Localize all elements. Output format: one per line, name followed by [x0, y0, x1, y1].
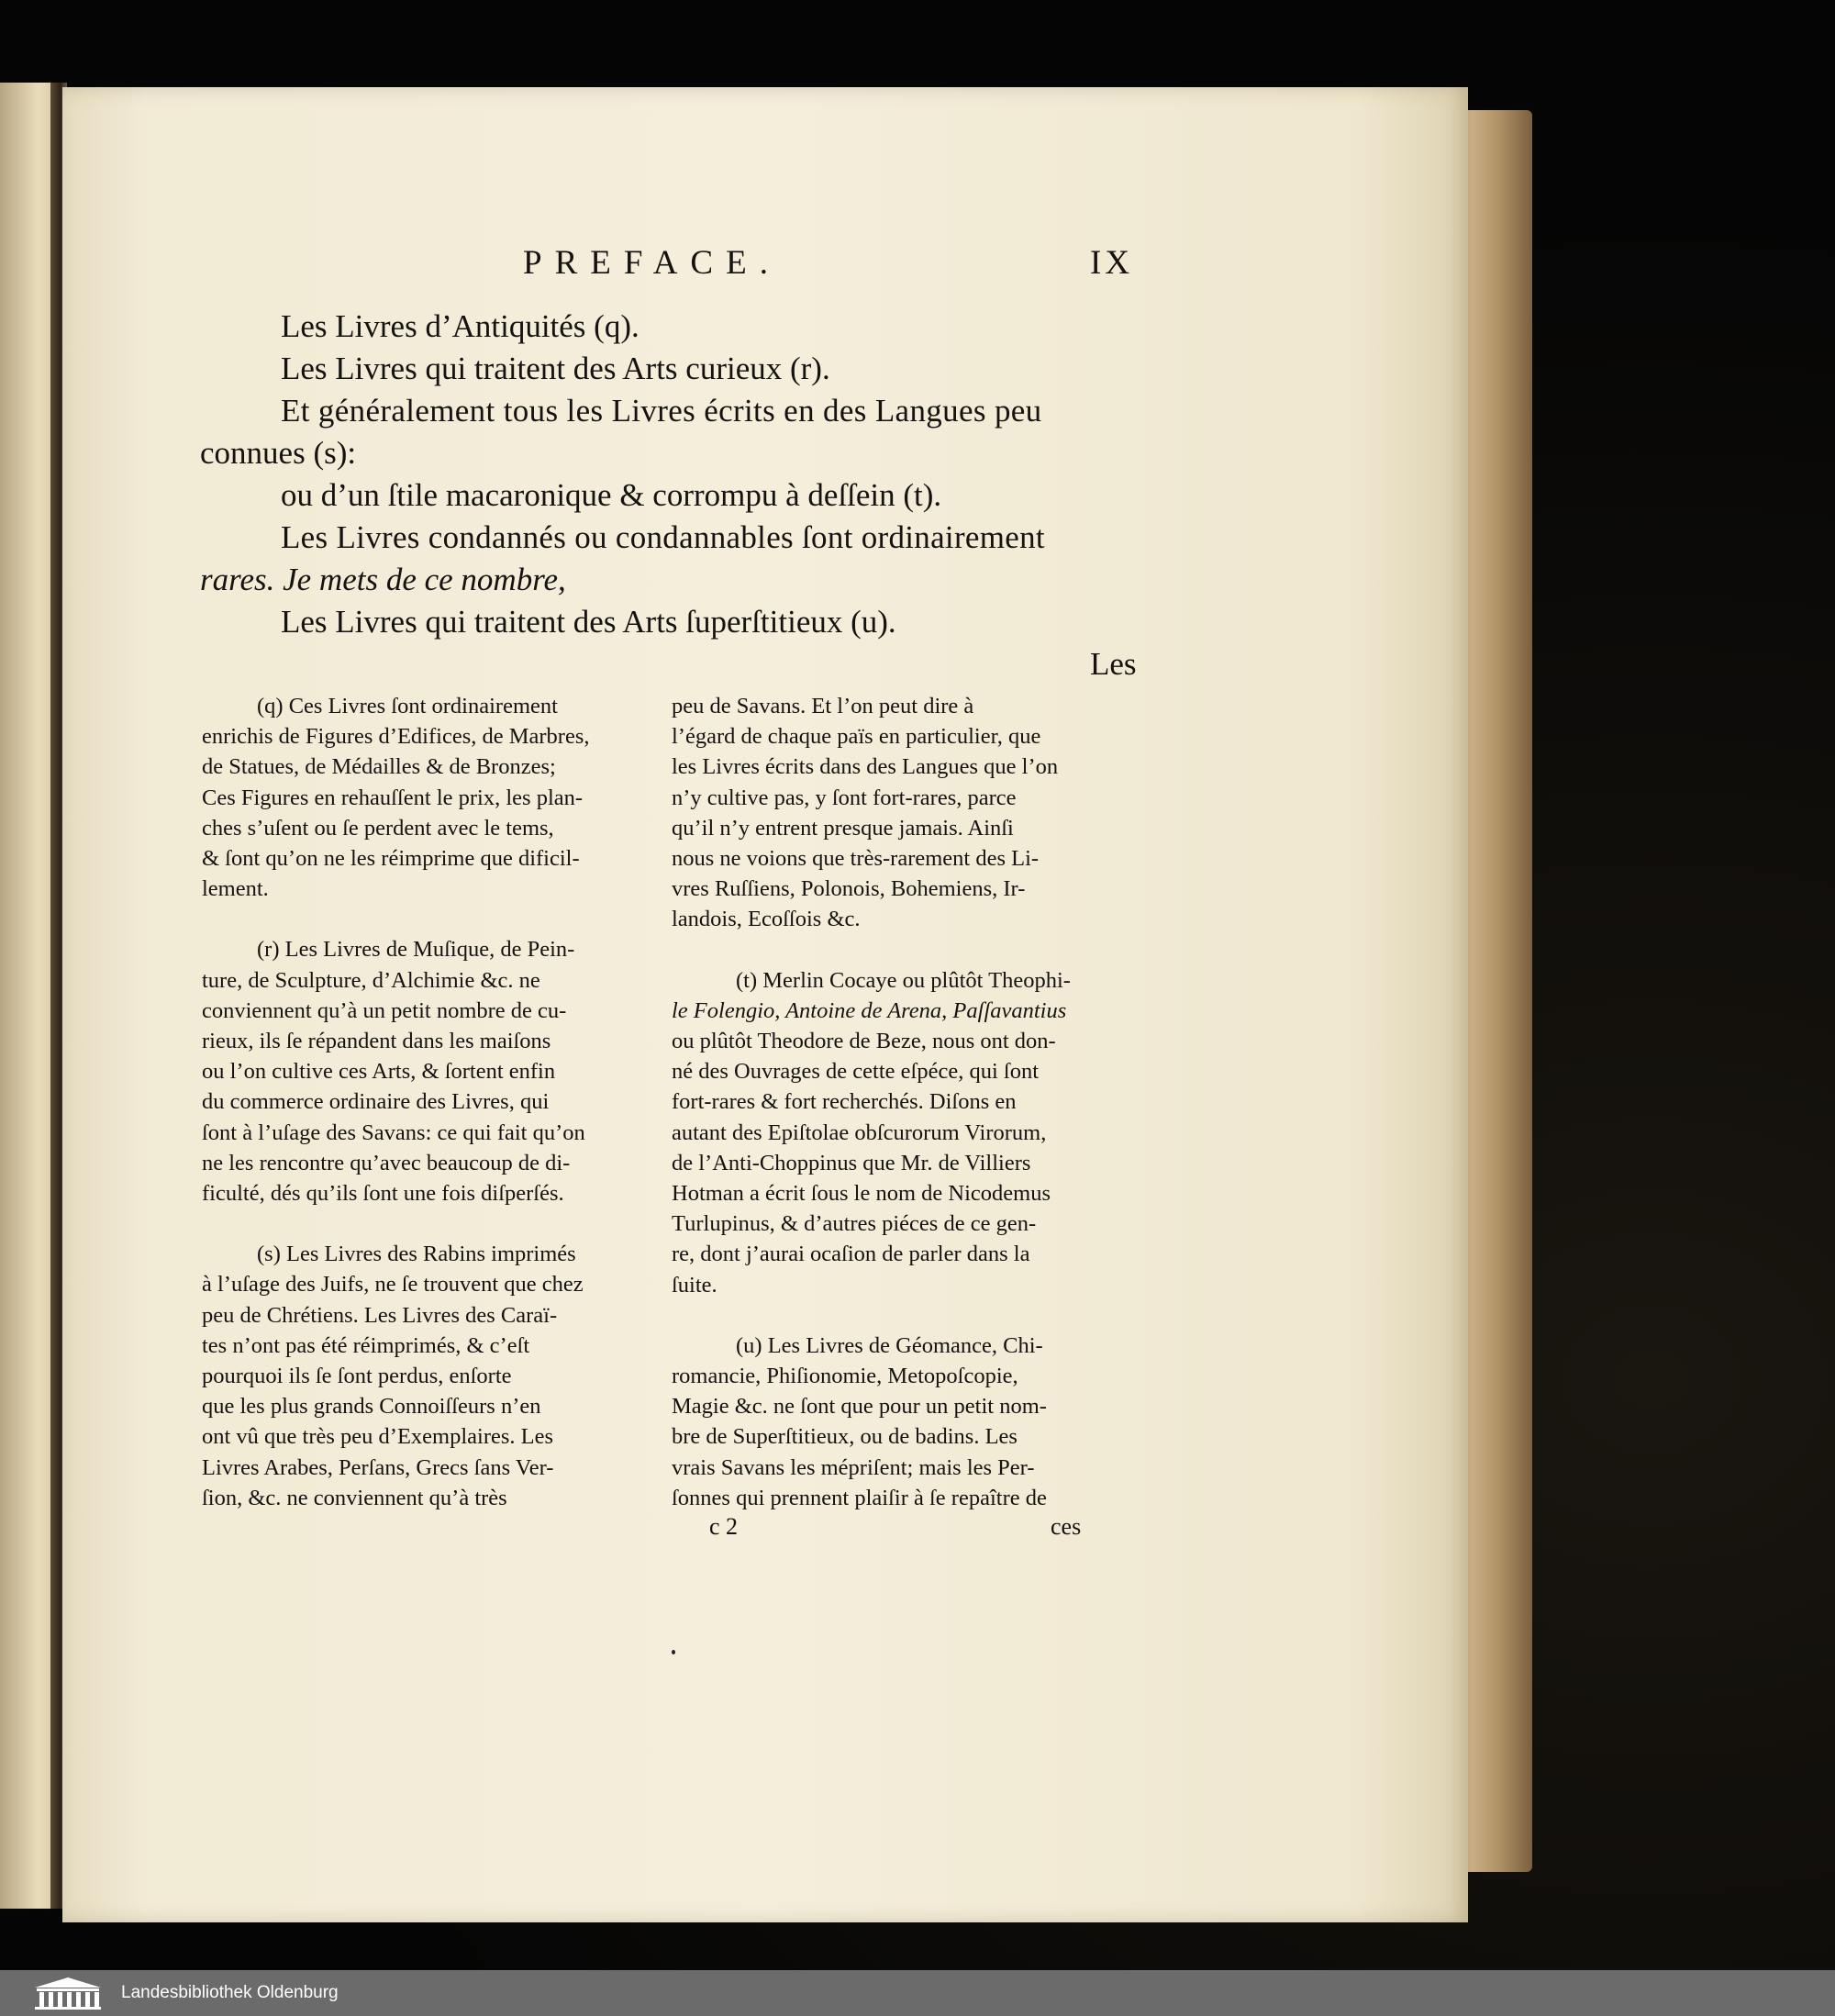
note-line: le Folengio, Antoine de Arena, Paſſavantius — [672, 997, 1067, 1023]
note-line: nous ne voions que très-rarement des Li- — [672, 846, 1040, 872]
note-line: peu de Chrétiens. Les Livres des Caraï- — [202, 1302, 558, 1328]
main-line: Les Livres qui traitent des Arts ſuperſtitieux (u). — [281, 604, 896, 640]
note-line: re, dont j’aurai ocaſion de parler dans la — [672, 1242, 1030, 1267]
note-line: l’égard de chaque païs en particulier, que — [672, 724, 1041, 750]
note-line: tes n’ont pas été réimprimés, & c’eſt — [202, 1332, 530, 1358]
note-line: qu’il n’y entrent presque jamais. Ainſi — [672, 815, 1014, 841]
footer-library-name: Landesbibliothek Oldenburg — [121, 1983, 339, 2002]
note-line: peu de Savans. Et l’on peut dire à — [672, 694, 974, 718]
note-line: ſuite. — [672, 1272, 717, 1298]
note-line: ou l’on cultive ces Arts, & ſortent enfin — [202, 1059, 556, 1085]
note-line: rieux, ils ſe répandent dans les maiſons — [202, 1029, 551, 1054]
note-line: (s) Les Livres des Rabins imprimés — [257, 1242, 576, 1267]
library-building-logo-icon — [31, 1975, 105, 2011]
note-line: Ces Figures en rehauſſent le prix, les plan- — [202, 785, 584, 810]
running-head: PREFACE. — [523, 244, 781, 282]
note-line: Livres Arabes, Perſans, Grecs ſans Ver- — [202, 1454, 554, 1480]
note-line: pourquoi ils ſe ſont perdus, enſorte — [202, 1364, 512, 1389]
note-line: que les plus grands Connoiſſeurs n’en — [202, 1394, 541, 1420]
note-line: de l’Anti-Choppinus que Mr. de Villiers — [672, 1150, 1031, 1175]
footnotes-left-column — [202, 691, 590, 1513]
note-line: à l’uſage des Juifs, ne ſe trouvent que chez — [202, 1272, 584, 1298]
note-line: enrichis de Figures d’Edifices, de Marbres, — [202, 724, 590, 750]
note-line: & ſont qu’on ne les réimprime que dificil- — [202, 846, 580, 872]
catchword: ces — [1051, 1513, 1082, 1540]
note-line: vrais Savans les mépriſent; mais les Per- — [672, 1454, 1035, 1480]
page-number: IX — [1090, 244, 1134, 282]
note-line: (u) Les Livres de Géomance, Chi- — [736, 1332, 1043, 1358]
note-line: ficulté, dés qu’ils ſont une fois diſperſés. — [202, 1181, 564, 1207]
note-line: Magie &c. ne ſont que pour un petit nom- — [672, 1394, 1047, 1420]
note-line: ſonnes qui prennent plaiſir à ſe repaître de — [672, 1485, 1047, 1510]
main-text — [200, 306, 1137, 685]
note-line: bre de Superſtitieux, ou de badins. Les — [672, 1424, 1018, 1450]
note-line: ches s’uſent ou ſe perdent avec le tems, — [202, 815, 554, 841]
footer-bar — [0, 1970, 1835, 2016]
ink-speck — [672, 1650, 675, 1654]
note-line: ſion, &c. ne conviennent qu’à très — [202, 1485, 507, 1510]
note-line: ou plûtôt Theodore de Beze, nous ont don- — [672, 1029, 1056, 1054]
note-line: Hotman a écrit ſous le nom de Nicodemus — [672, 1181, 1051, 1207]
note-line: les Livres écrits dans des Langues que l’on — [672, 754, 1059, 780]
note-gap — [202, 904, 590, 934]
note-line: (q) Ces Livres ſont ordinairement — [257, 694, 558, 718]
note-line: conviennent qu’à un petit nombre de cu- — [202, 997, 567, 1023]
note-line: du commerce ordinaire des Livres, qui — [202, 1089, 550, 1115]
note-line: ne les rencontre qu’avec beaucoup de di- — [202, 1150, 571, 1175]
main-line: Les Livres condannés ou condannables ſont ordinairement — [281, 519, 1045, 555]
note-line: lement. — [202, 876, 269, 902]
note-line: ſont à l’uſage des Savans: ce qui fait qu’on — [202, 1119, 585, 1145]
main-line: Les Livres qui traitent des Arts curieux (r). — [281, 351, 830, 386]
note-line: fort-rares & fort recherchés. Diſons en — [672, 1089, 1017, 1115]
main-line: ou d’un ſtile macaronique & corrompu à deſſein (t). — [281, 477, 942, 513]
note-line: vres Ruſſiens, Polonois, Bohemiens, Ir- — [672, 876, 1026, 902]
note-line: landois, Ecoſſois &c. — [672, 907, 861, 932]
main-line: Les Livres d’Antiquités (q). — [281, 308, 639, 344]
note-line: de Statues, de Médailles & de Bronzes; — [202, 754, 556, 780]
note-line: (t) Merlin Cocaye ou plûtôt Theophi- — [736, 967, 1071, 993]
signature-mark: c 2 — [709, 1513, 739, 1540]
catchword-main: Les — [1090, 646, 1137, 682]
main-line: rares. Je mets de ce nombre, — [200, 562, 566, 597]
main-line: connues (s): — [200, 435, 357, 471]
footnotes-right-column — [672, 691, 1071, 1513]
book-page — [62, 87, 1468, 1922]
main-line: Et généralement tous les Livres écrits en des Langues peu — [281, 393, 1042, 429]
note-line: né des Ouvrages de cette eſpéce, qui ſont — [672, 1059, 1040, 1085]
note-line: n’y cultive pas, y ſont fort-rares, parce — [672, 785, 1017, 810]
note-line: autant des Epiſtolae obſcurorum Virorum, — [672, 1119, 1047, 1145]
note-gap — [202, 1208, 590, 1239]
note-gap — [672, 935, 1071, 965]
note-gap — [672, 1300, 1071, 1331]
note-line: ture, de Sculpture, d’Alchimie &c. ne — [202, 967, 540, 993]
note-line: (r) Les Livres de Muſique, de Pein- — [257, 937, 575, 963]
note-line: romancie, Phiſionomie, Metopoſcopie, — [672, 1364, 1018, 1389]
note-line: Turlupinus, & d’autres piéces de ce gen- — [672, 1211, 1037, 1237]
note-line: ont vû que très peu d’Exemplaires. Les — [202, 1424, 554, 1450]
